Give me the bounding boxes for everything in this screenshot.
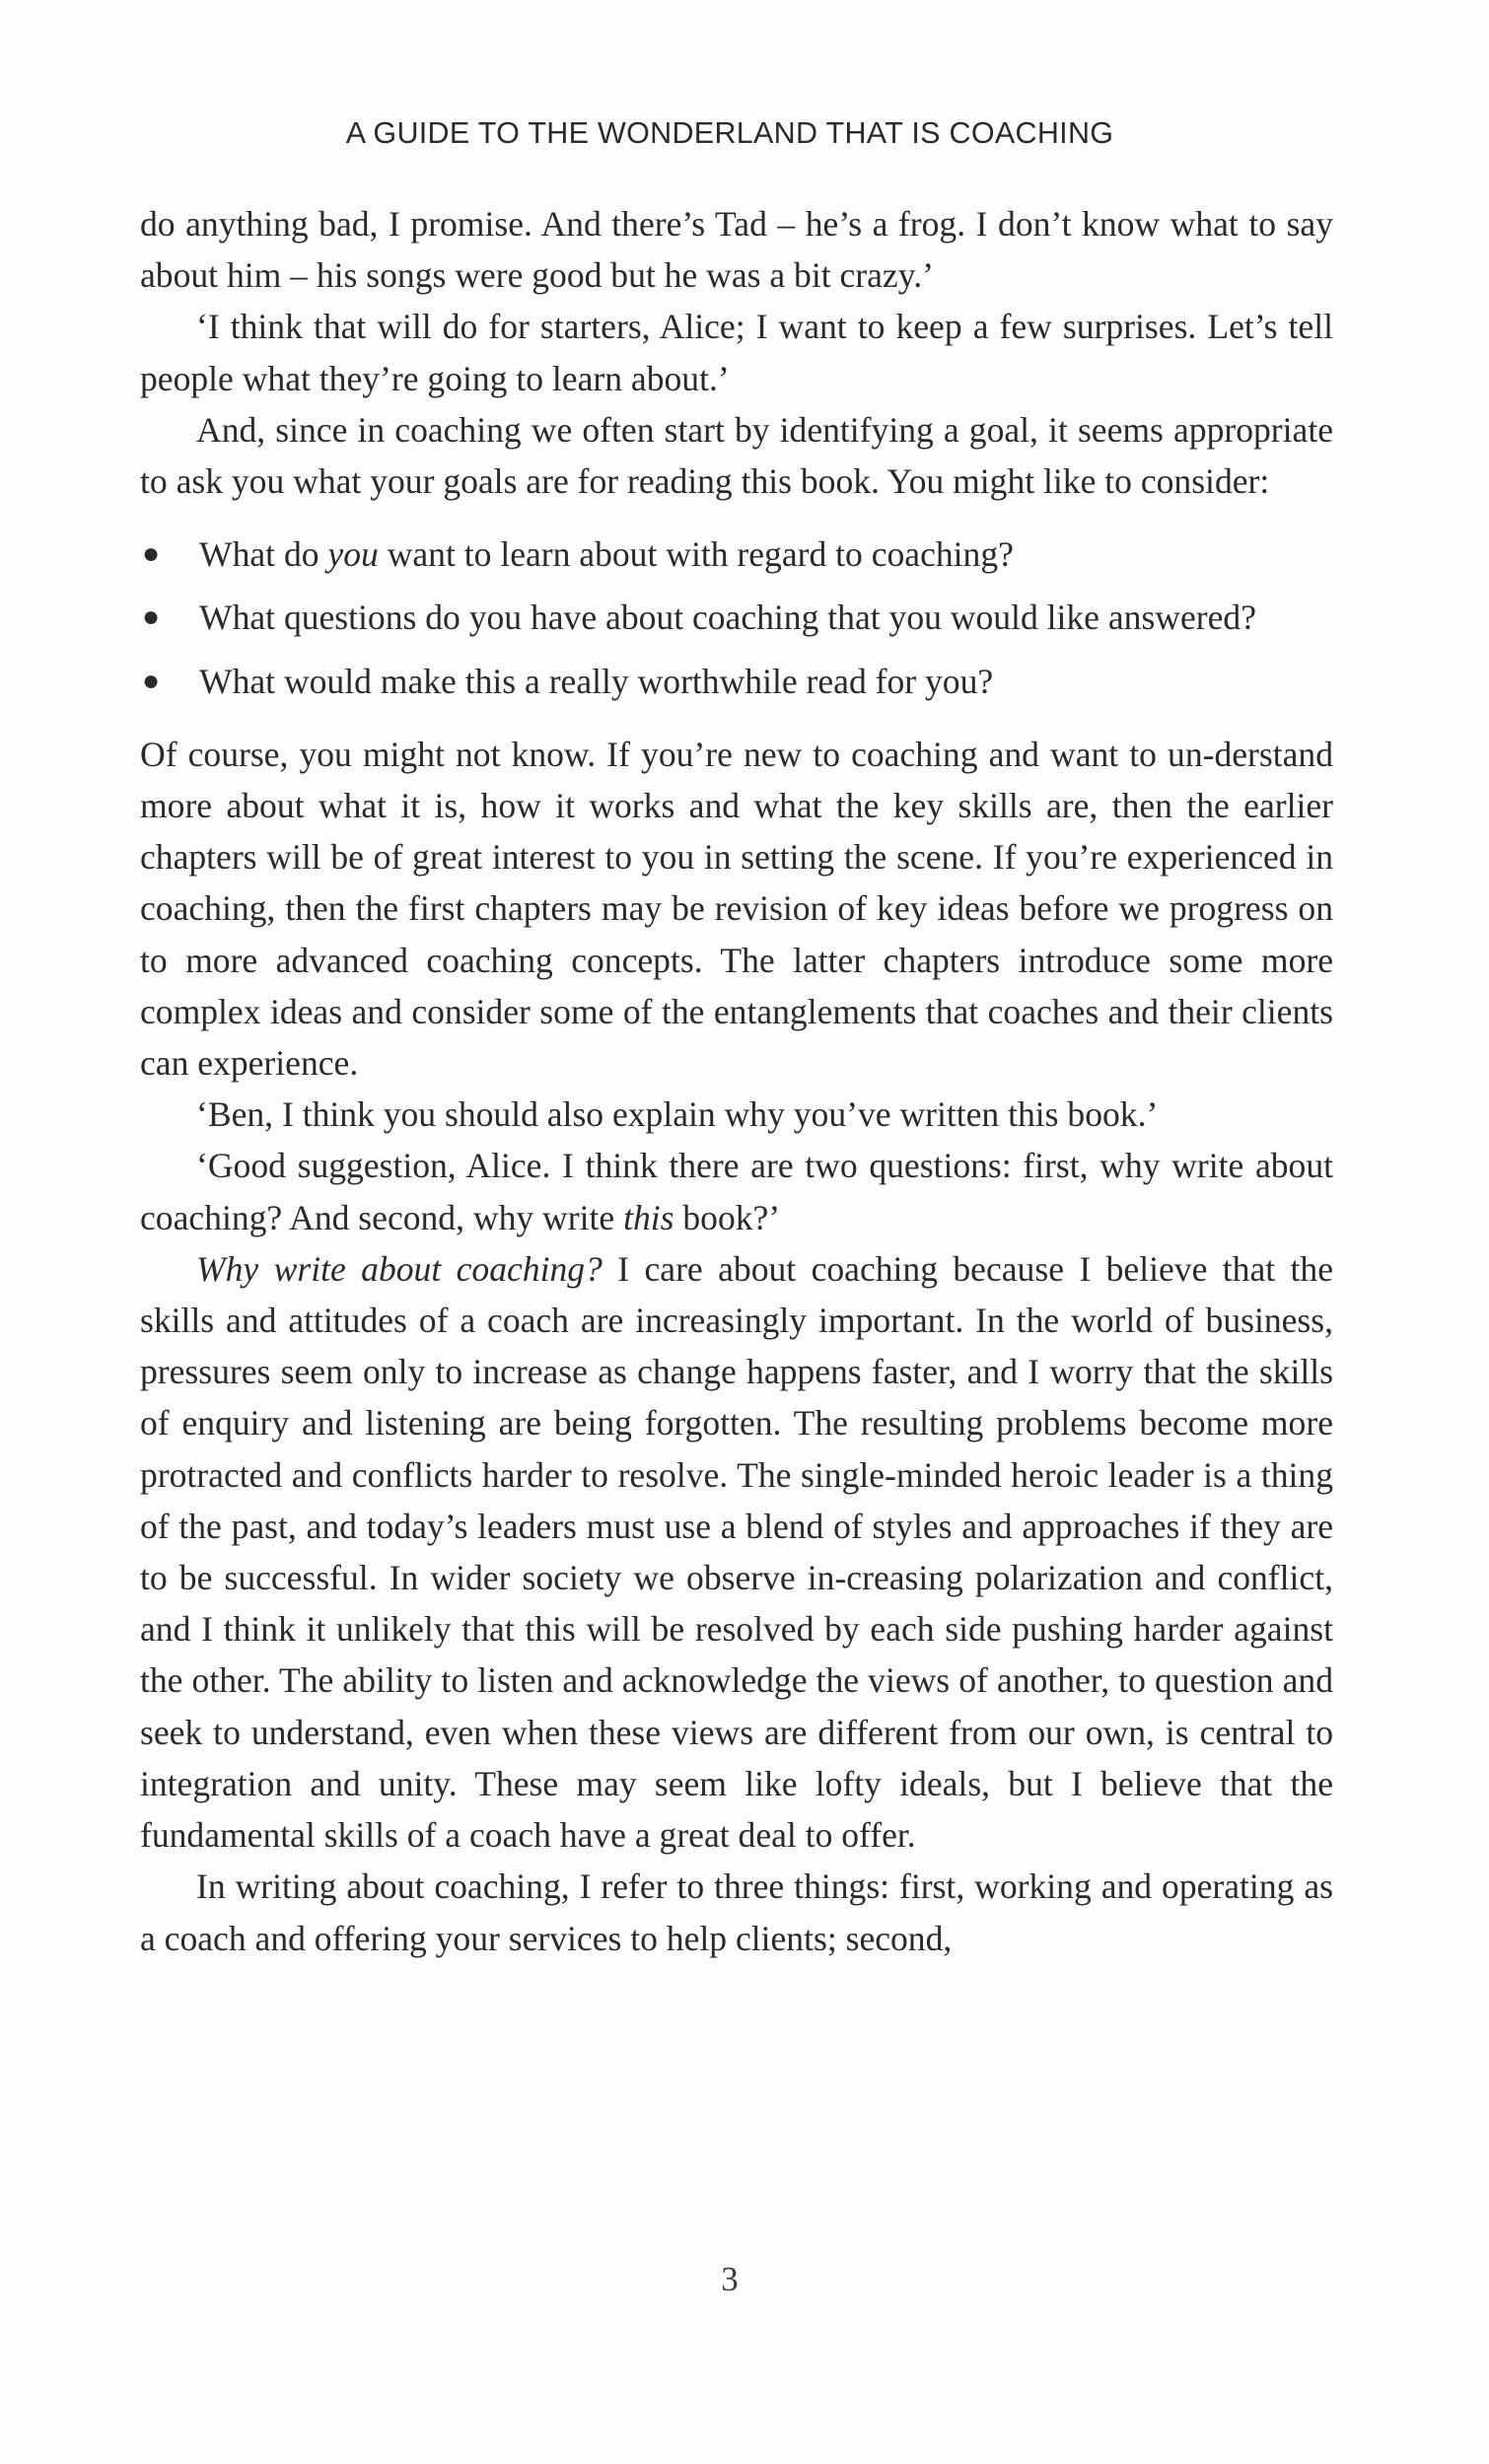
list-item — [140, 656, 1333, 707]
list-item-emphasis: you — [327, 534, 379, 575]
paragraph-dialogue-alice: ‘I think that will do for starters, Alice; I want to keep a few surprises. Let’s tell people what they’re going to learn about.’ — [140, 307, 1333, 398]
paragraph-goals-intro: And, since in coaching we often start by identifying a goal, it seems appropriate to ask you what your goals are for reading this book. You might like to consider: — [140, 409, 1333, 502]
text-emphasis: this — [623, 1197, 674, 1237]
paragraph-two-questions — [140, 1140, 1333, 1242]
text-segment: I care about coaching because I believe that the skills and attitudes of a coach are increasingly important. In the world of business, pressures seem only to increase as change happens faster, and I worry that the skills of enquiry and listening are being forgotten. The resulting problems become more protracted and conflicts harder to resolve. The single-minded heroic leader is a thing of the past, and today’s leaders must use a blend of styles and approaches if they are to be successful. In wider society we observe in-creasing polarization and conflict, and I think it unlikely that this will be resolved by each side pushing harder against the other. The ability to listen and acknowledge the views of another, to question and seek to understand, even when these views are different from our own, is central to integration and unity. These may seem like lofty ideals, but I believe that the fundamental skills of a coach have a great deal to offer. — [140, 1248, 1333, 1856]
list-item-text: What questions do you have about coaching that you would like answered? — [199, 598, 1256, 638]
running-head: A GUIDE TO THE WONDERLAND THAT IS COACHING — [345, 116, 1114, 150]
list-item — [140, 592, 1333, 643]
text-segment: book?’ — [674, 1197, 781, 1237]
bullet-icon: ● — [142, 664, 161, 697]
list-item-text-b: want to learn about with regard to coaching? — [378, 534, 1014, 575]
paragraph-continued: do anything bad, I promise. And there’s Tad – he’s a frog. I don’t know what to say about him – his songs were good but he was a bit crazy.’ — [140, 204, 1333, 296]
paragraph-why-write — [140, 1243, 1333, 1861]
body-text — [140, 198, 1333, 1964]
paragraph-dialogue-ben: ‘Ben, I think you should also explain why you’ve written this book.’ — [196, 1094, 1159, 1135]
text-segment: ‘Good suggestion, Alice. I think there are two questions: first, why write about coaching? And second, why write — [140, 1146, 1333, 1237]
list-item-text: What would make this a really worthwhile read for you? — [199, 661, 994, 701]
text-emphasis: Why write about coaching? — [196, 1248, 603, 1289]
list-item-text-a: What do — [199, 534, 328, 575]
goal-questions-list — [140, 528, 1333, 707]
paragraph-three-things: In writing about coaching, I refer to three things: first, working and operating as a coach and offering your services to help clients; second, — [140, 1866, 1333, 1958]
paragraph-chapters-overview: Of course, you might not know. If you’re new to coaching and want to un-derstand more about what it is, how it works and what the key skills are, then the earlier chapters will be of great interest to you in setting the scene. If you’re experienced in coaching, then the first chapters may be revision of key ideas before we progress on to more advanced coaching concepts. The latter chapters introduce some more complex ideas and consider some of the entanglements that coaches and their clients can experience. — [140, 734, 1333, 1084]
list-item — [140, 528, 1333, 580]
bullet-icon: ● — [142, 600, 161, 634]
page-number: 3 — [721, 2260, 739, 2298]
bullet-icon: ● — [142, 537, 161, 571]
